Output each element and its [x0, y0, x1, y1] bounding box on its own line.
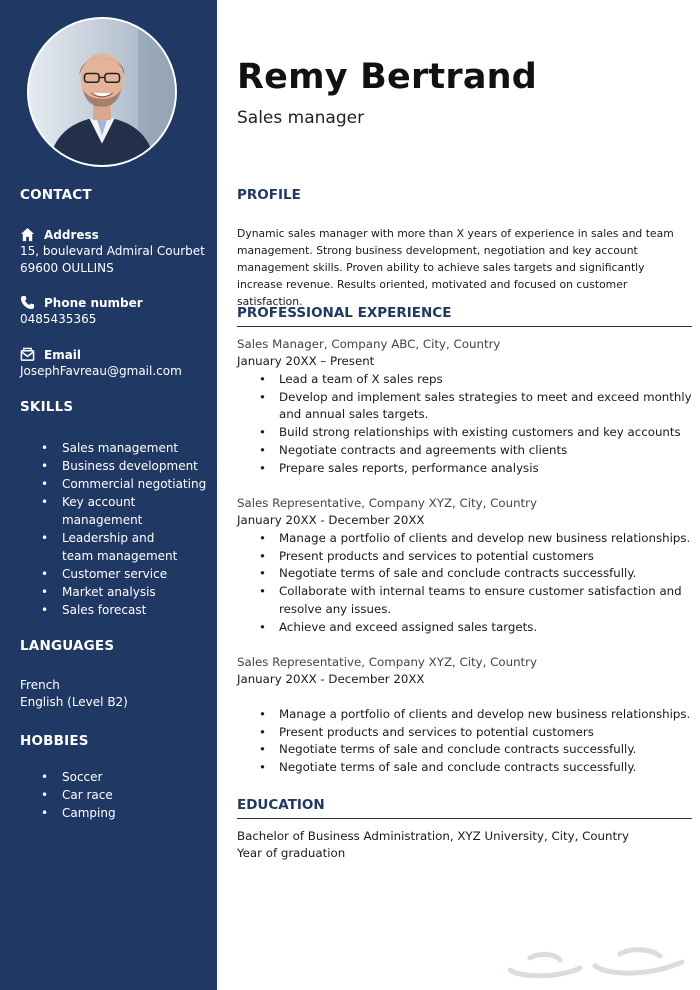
- watermark-logo: [500, 944, 690, 980]
- list-item: • Commercial negotiating: [20, 475, 210, 493]
- email-label-row: [20, 347, 81, 362]
- hobbies-list: [20, 768, 210, 822]
- contact-heading: CONTACT: [20, 187, 92, 203]
- list-item: • Soccer: [20, 768, 210, 786]
- email-label: Email: [44, 347, 82, 362]
- list-item: • Develop and implement sales strategies to meet and exceed monthly and annual sales targets.: [237, 389, 692, 424]
- list-item: • Lead a team of X sales reps: [237, 371, 692, 389]
- phone-label: Phone number: [44, 295, 143, 310]
- list-item: • Camping: [20, 804, 210, 822]
- job-2-title: Sales Representative, Company XYZ, City, Country: [237, 496, 538, 510]
- list-item: • Sales management: [20, 439, 210, 457]
- list-item: • Present products and services to potential customers: [237, 548, 692, 566]
- list-item: • Key account management: [20, 493, 142, 529]
- list-item: • Manage a portfolio of clients and develop new business relationships.: [237, 530, 692, 548]
- list-item: • Business development: [20, 457, 210, 475]
- address-label: Address: [44, 227, 99, 242]
- education-heading: EDUCATION: [237, 797, 325, 813]
- job-3-dates: January 20XX - December 20XX: [237, 672, 425, 686]
- languages-list: [20, 677, 128, 711]
- section-divider: [237, 818, 692, 819]
- list-item: English (Level B2): [20, 695, 128, 709]
- address-label-row: [20, 227, 99, 242]
- section-divider: [237, 326, 692, 327]
- list-item: • Prepare sales reports, performance analysis: [237, 460, 692, 478]
- home-icon: [20, 227, 35, 242]
- skills-heading: SKILLS: [20, 399, 74, 415]
- list-item: • Achieve and exceed assigned sales targets.: [237, 619, 692, 637]
- address-line-2: 69600 OULLINS: [20, 261, 114, 275]
- job-2-dates: January 20XX - December 20XX: [237, 513, 425, 527]
- email-icon: [20, 347, 35, 362]
- phone-value: 0485435365: [20, 312, 97, 326]
- list-item: • Build strong relationships with existing customers and key accounts: [237, 424, 692, 442]
- list-item: • Present products and services to potential customers: [237, 724, 692, 742]
- phone-label-row: [20, 295, 143, 310]
- list-item: • Negotiate contracts and agreements with clients: [237, 442, 692, 460]
- job-title: Sales manager: [237, 108, 365, 128]
- list-item: • Car race: [20, 786, 210, 804]
- list-item: • Negotiate terms of sale and conclude contracts successfully.: [237, 565, 692, 583]
- portrait-image: [29, 19, 175, 165]
- profile-heading: PROFILE: [237, 187, 301, 203]
- list-item: • Leadership and team management: [20, 529, 187, 565]
- address-line-1: 15, boulevard Admiral Courbet: [20, 244, 205, 258]
- list-item: French: [20, 678, 60, 692]
- list-item: • Manage a portfolio of clients and develop new business relationships.: [237, 706, 692, 724]
- list-item: • Market analysis: [20, 583, 210, 601]
- sidebar: [0, 0, 217, 990]
- list-item: • Negotiate terms of sale and conclude contracts successfully.: [237, 741, 692, 759]
- profile-text: Dynamic sales manager with more than X years of experience in sales and team management. Strong business development, negotiation and key account management skills. Proven ability to achieve sales targets and significantly increase revenue. Results oriented, motivated and focused on customer satisfaction.: [237, 227, 674, 308]
- job-1-dates: January 20XX – Present: [237, 354, 375, 368]
- list-item: • Collaborate with internal teams to ensure customer satisfaction and resolve any issues.: [237, 583, 692, 618]
- education-year: Year of graduation: [237, 846, 346, 860]
- job-3-bullets: [237, 706, 692, 777]
- job-1-title: Sales Manager, Company ABC, City, Country: [237, 337, 501, 351]
- candidate-name: Remy Bertrand: [237, 57, 538, 97]
- list-item: • Customer service: [20, 565, 210, 583]
- job-2-bullets: [237, 530, 692, 636]
- hobbies-heading: HOBBIES: [20, 733, 89, 749]
- phone-icon: [20, 295, 35, 310]
- list-item: • Sales forecast: [20, 601, 210, 619]
- email-value: JosephFavreau@gmail.com: [20, 364, 182, 378]
- job-1-bullets: [237, 371, 692, 477]
- languages-heading: LANGUAGES: [20, 638, 115, 654]
- education-degree: Bachelor of Business Administration, XYZ University, City, Country: [237, 829, 629, 843]
- job-3-title: Sales Representative, Company XYZ, City, Country: [237, 655, 538, 669]
- experience-heading: PROFESSIONAL EXPERIENCE: [237, 305, 452, 321]
- profile-photo: [27, 17, 177, 167]
- skills-list: [20, 439, 210, 619]
- list-item: • Negotiate terms of sale and conclude contracts successfully.: [237, 759, 692, 777]
- address-value: [20, 243, 205, 277]
